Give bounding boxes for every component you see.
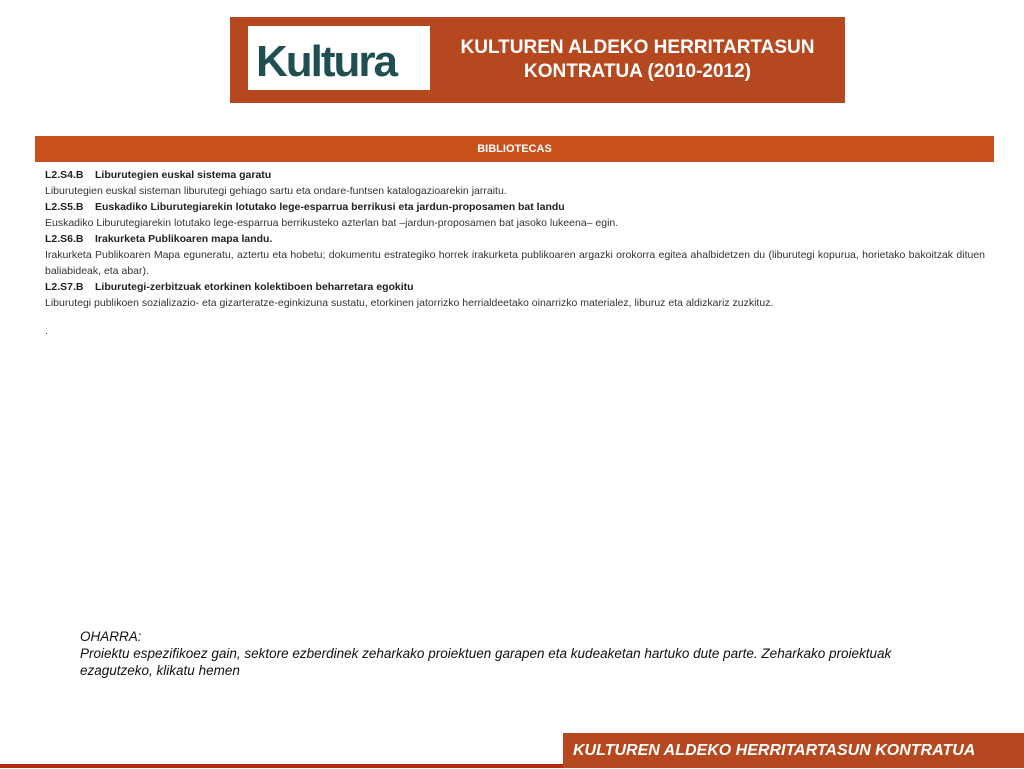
list-item	[45, 167, 985, 199]
logo-wordmark: Kultura	[256, 37, 396, 86]
item-title: Irakurketa Publikoaren mapa landu.	[95, 233, 273, 245]
item-description: Liburutegi publikoen sozializazio- eta gizarteratze-eginkizuna sustatu, etorkinen jatorrizko herrialdeetako oinarrizko materialez, liburuz eta aldizkariz zuzkituz.	[45, 297, 774, 309]
page-title-line2: KONTRATUA (2010-2012)	[524, 61, 751, 82]
page-title-line1: KULTUREN ALDEKO HERRITARTASUN	[460, 37, 815, 58]
item-title: Liburutegi-zerbitzuak etorkinen kolektiboen beharretara egokitu	[95, 281, 414, 293]
header-banner	[230, 17, 845, 103]
item-description: Liburutegien euskal sisteman liburutegi gehiago sartu eta ondare-funtsen katalogazioarekin jarraitu.	[45, 185, 507, 197]
item-heading	[45, 231, 985, 247]
item-title: Euskadiko Liburutegiarekin lotutako lege-esparrua berrikusi eta jardun-proposamen bat landu	[95, 201, 565, 213]
footer-title: KULTUREN ALDEKO HERRITARTASUN KONTRATUA	[563, 733, 1024, 768]
section-content	[45, 167, 985, 339]
item-code: L2.S6.B	[45, 233, 84, 245]
section-title: BIBLIOTECAS	[35, 136, 994, 162]
trailing-dot: .	[45, 325, 48, 337]
kultura-logo	[248, 26, 430, 90]
item-title: Liburutegien euskal sistema garatu	[95, 169, 272, 181]
note-block	[80, 628, 960, 679]
list-item	[45, 231, 985, 279]
item-description: Euskadiko Liburutegiarekin lotutako lege-esparrua berrikusteko azterlan bat –jardun-proposamen bat jasoko lukeena– egin.	[45, 217, 619, 229]
item-heading	[45, 279, 985, 295]
page-title	[440, 17, 835, 103]
item-heading	[45, 167, 985, 183]
note-label: OHARRA:	[80, 629, 142, 644]
item-description: Irakurketa Publikoaren Mapa eguneratu, aztertu eta hobetu; dokumentu estrategiko horrek irakurketa publikoaren argazki orokorra egitea ahalbidetzen du (liburutegi kopurua, horietako bakoitzak dituen baliabideak, eta abar).	[45, 249, 985, 277]
note-link[interactable]: Proiektu espezifikoez gain, sektore ezberdinek zeharkako proiektuen garapen eta kudeaketan hartuko dute parte. Zeharkako proiektuak ezagutzeko, klikatu hemen	[80, 646, 892, 678]
list-item	[45, 199, 985, 231]
item-code: L2.S7.B	[45, 281, 84, 293]
item-code: L2.S4.B	[45, 169, 84, 181]
kultura-logo-icon	[248, 26, 430, 90]
list-item	[45, 279, 985, 311]
item-heading	[45, 199, 985, 215]
item-code: L2.S5.B	[45, 201, 84, 213]
